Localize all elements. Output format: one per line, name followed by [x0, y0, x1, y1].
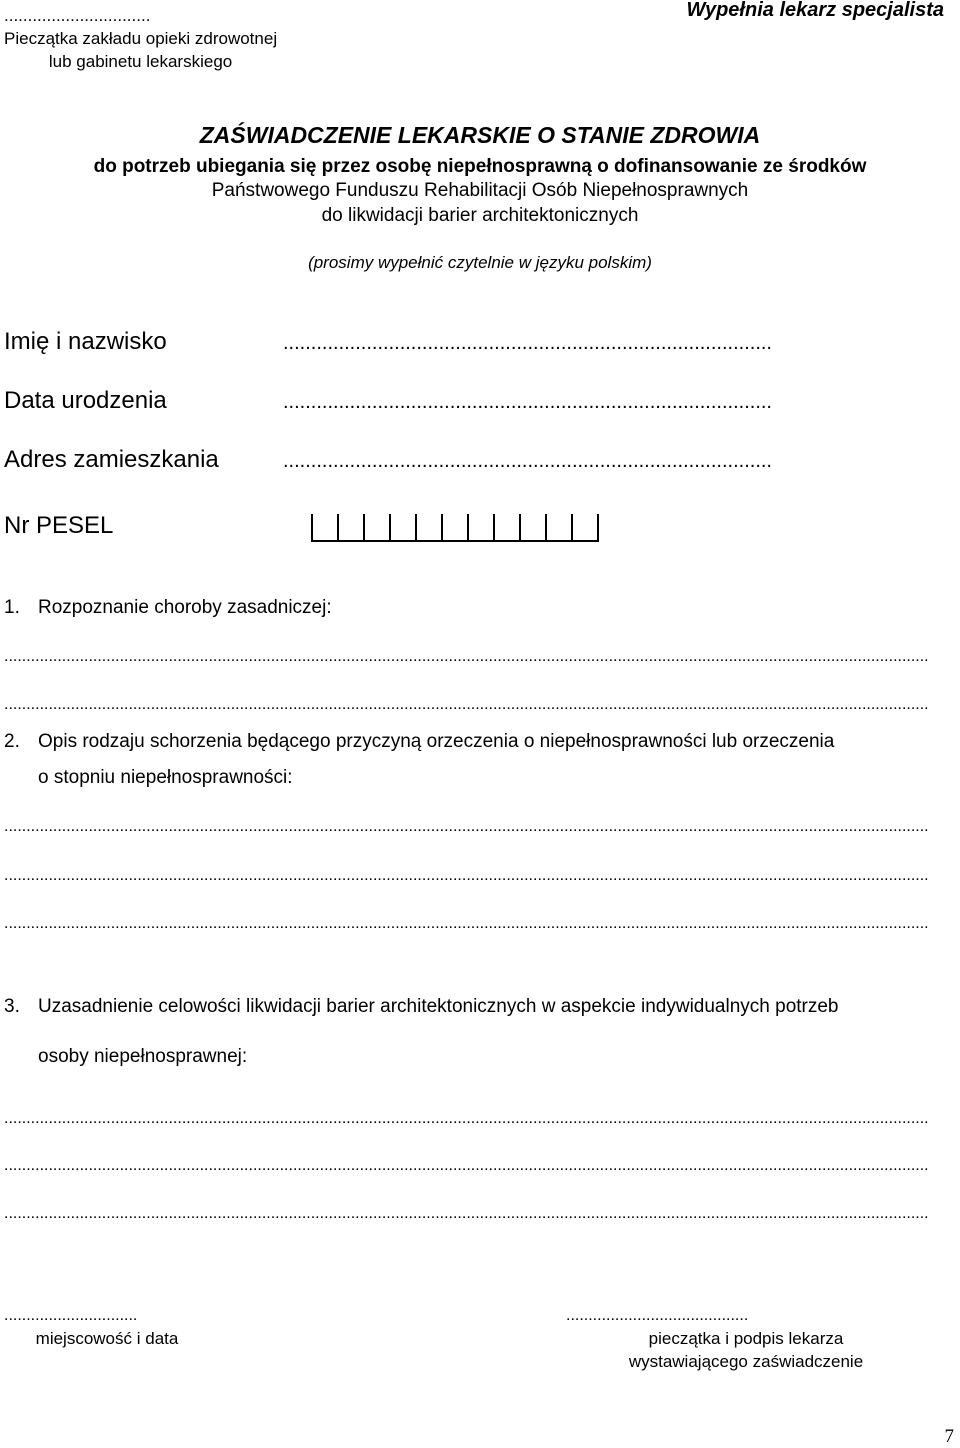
place-date-label: miejscowość i data	[35, 1329, 179, 1348]
section-2-answer-line[interactable]: ................................................................................................................................................................................................................	[4, 915, 929, 932]
title-line-2: do potrzeb ubiegania się przez osobę niepełnosprawną o dofinansowanie ze środków	[93, 156, 867, 177]
document-title: ZAŚWIADCZENIE LEKARSKIE O STANIE ZDROWIA	[199, 122, 761, 148]
section-2-number: 2.	[4, 731, 20, 752]
pesel-label: Nr PESEL	[4, 512, 114, 539]
title-line-3: Państwowego Funduszu Rehabilitacji Osób Niepełnosprawnych	[211, 180, 749, 201]
stamp-caption-line2: lub gabinetu lekarskiego	[48, 52, 233, 71]
section-2-answer-line[interactable]: ................................................................................................................................................................................................................	[4, 818, 929, 835]
section-1-number: 1.	[4, 597, 20, 618]
doctor-signature-label-line1: pieczątka i podpis lekarza	[648, 1329, 844, 1348]
section-2-answer-line[interactable]: ................................................................................................................................................................................................................	[4, 867, 929, 884]
address-label: Adres zamieszkania	[4, 446, 219, 473]
title-line-4: do likwidacji barier architektonicznych	[321, 205, 639, 226]
section-3-answer-line[interactable]: ................................................................................................................................................................................................................	[4, 1157, 929, 1174]
pesel-digit-box[interactable]	[415, 514, 443, 542]
name-label: Imię i nazwisko	[4, 328, 167, 355]
section-1-heading: Rozpoznanie choroby zasadniczej:	[38, 597, 332, 618]
fill-instructions: (prosimy wypełnić czytelnie w języku polskim)	[308, 253, 652, 272]
section-2-heading-line1: Opis rodzaju schorzenia będącego przyczyną orzeczenia o niepełnosprawności lub orzeczenia	[38, 731, 835, 752]
stamp-dots: ...............................	[4, 6, 151, 25]
pesel-boxes[interactable]	[311, 514, 599, 542]
doctor-signature-label-line2: wystawiającego zaświadczenie	[628, 1352, 864, 1371]
institution-stamp-area	[4, 4, 277, 73]
filled-by-note: Wypełnia lekarz specjalista	[686, 0, 944, 21]
pesel-digit-box[interactable]	[493, 514, 521, 542]
dob-field[interactable]: ........................................................................................	[283, 391, 772, 413]
dob-label: Data urodzenia	[4, 387, 167, 414]
pesel-digit-box[interactable]	[337, 514, 365, 542]
pesel-box-end	[597, 514, 599, 542]
name-field[interactable]: ........................................................................................	[283, 332, 772, 354]
pesel-digit-box[interactable]	[311, 514, 339, 542]
doctor-signature-field[interactable]: .........................................	[566, 1307, 749, 1324]
pesel-digit-box[interactable]	[571, 514, 599, 542]
section-1-answer-line[interactable]: ................................................................................................................................................................................................................	[4, 696, 929, 713]
section-3-answer-line[interactable]: ................................................................................................................................................................................................................	[4, 1110, 929, 1127]
section-1-answer-line[interactable]: ................................................................................................................................................................................................................	[4, 648, 929, 665]
pesel-digit-box[interactable]	[389, 514, 417, 542]
section-3-heading-line2: osoby niepełnosprawnej:	[38, 1046, 248, 1067]
page-number: 7	[944, 1426, 954, 1447]
address-field[interactable]: ........................................................................................	[283, 450, 772, 472]
section-3-answer-line[interactable]: ................................................................................................................................................................................................................	[4, 1205, 929, 1222]
pesel-digit-box[interactable]	[441, 514, 469, 542]
pesel-digit-box[interactable]	[519, 514, 547, 542]
pesel-digit-box[interactable]	[363, 514, 391, 542]
place-date-field[interactable]: ..............................	[4, 1307, 138, 1324]
pesel-digit-box[interactable]	[467, 514, 495, 542]
pesel-digit-box[interactable]	[545, 514, 573, 542]
section-2-heading-line2: o stopniu niepełnosprawności:	[38, 767, 293, 788]
section-3-number: 3.	[4, 996, 20, 1017]
stamp-caption-line1: Pieczątka zakładu opieki zdrowotnej	[4, 29, 278, 48]
section-3-heading-line1: Uzasadnienie celowości likwidacji barier architektonicznych w aspekcie indywidualnych potrzeb	[38, 996, 839, 1017]
